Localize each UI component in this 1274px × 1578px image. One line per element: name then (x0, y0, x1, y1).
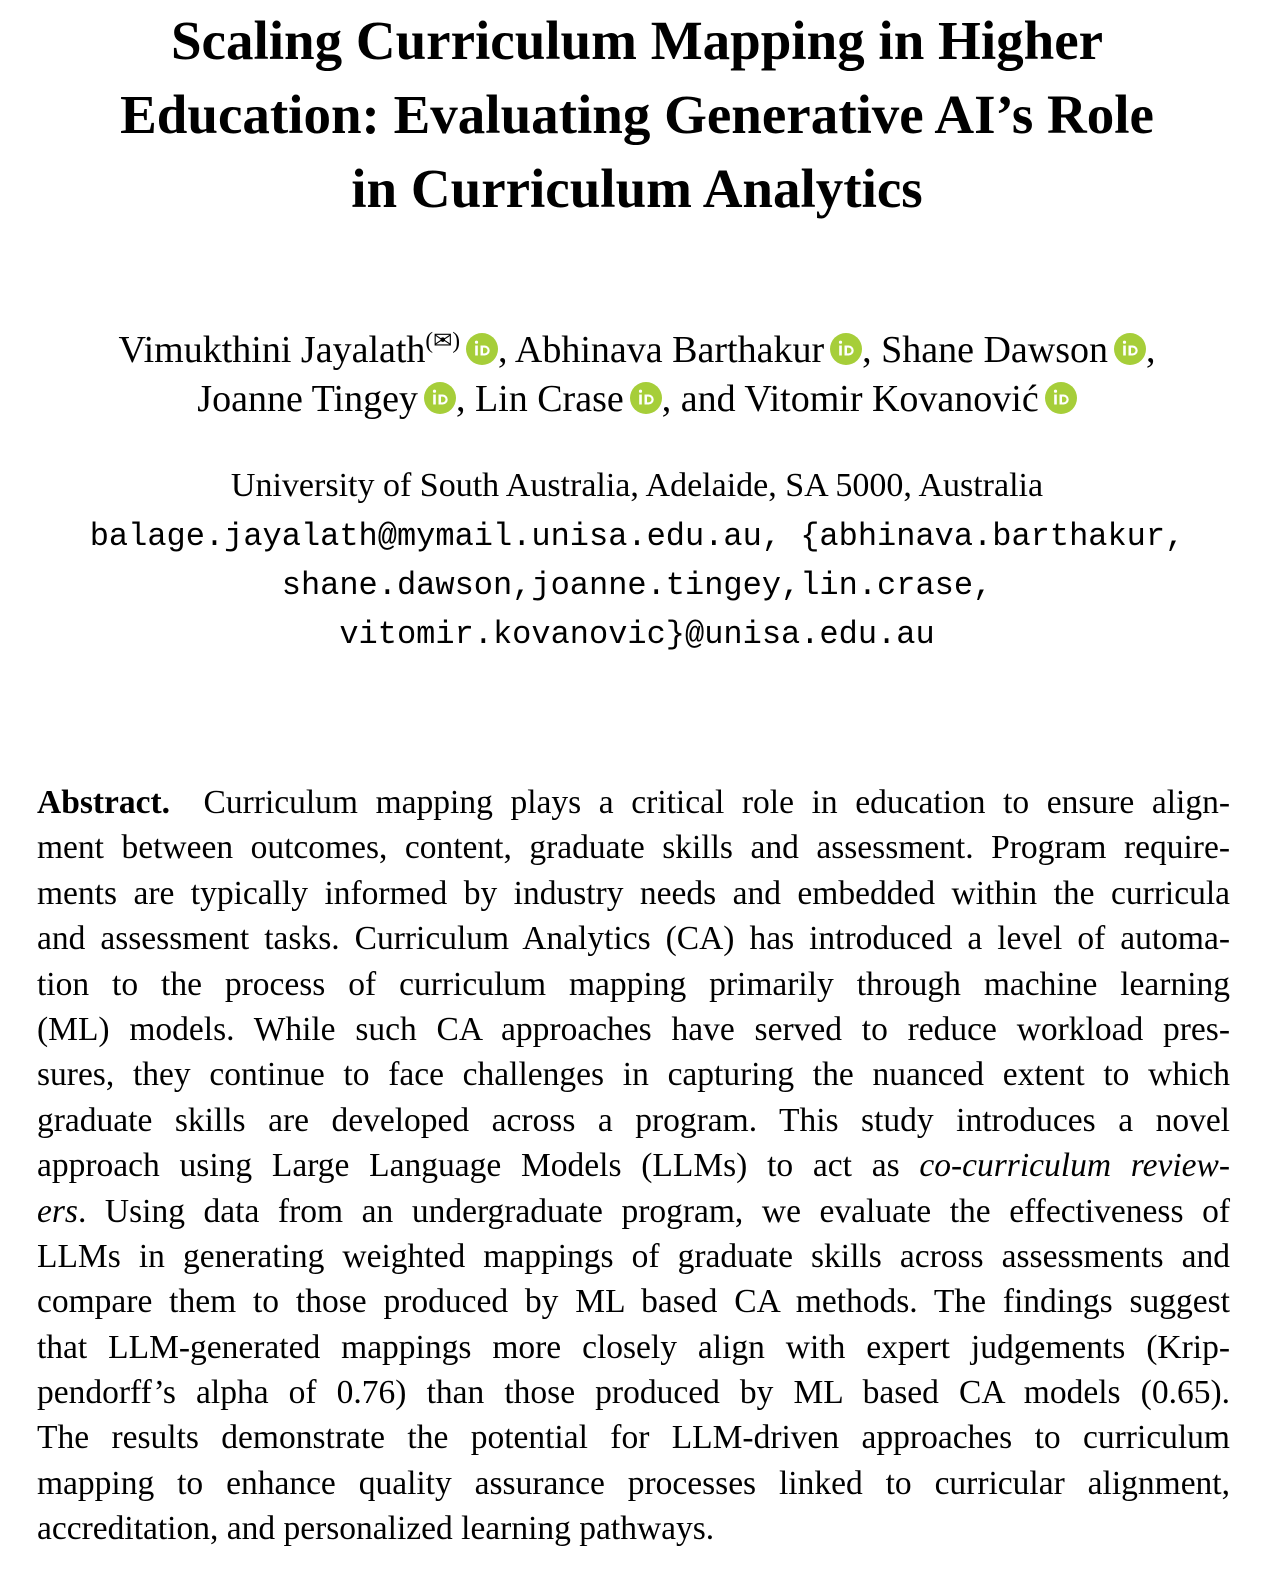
author-line-2 (0, 375, 1274, 424)
abstract-line: tion to the process of curriculum mapping primarily through machine learning (37, 965, 1230, 1003)
author-line-1 (0, 326, 1274, 375)
corresponding-author-mark: (✉) (425, 328, 461, 353)
author-name: Shane Dawson (881, 329, 1109, 371)
orcid-icon[interactable] (1045, 382, 1077, 414)
author-name: Abhinava Barthakur (514, 329, 825, 371)
author-name: Lin Crase (474, 378, 624, 420)
title-line-1: Scaling Curriculum Mapping in Higher (170, 10, 1104, 71)
abstract-line: mapping to enhance quality assurance processes linked to curricular alignment, (37, 1464, 1230, 1502)
paper-title (0, 4, 1274, 226)
orcid-icon[interactable] (466, 333, 498, 365)
abstract-line: ment between outcomes, content, graduate skills and assessment. Program require- (37, 829, 1230, 867)
abstract-line: sures, they continue to face challenges in capturing the nuanced extent to which (37, 1056, 1230, 1094)
abstract-line: (ML) models. While such CA approaches have served to reduce workload pres- (37, 1010, 1230, 1048)
author-name: Vitomir Kovanović (744, 378, 1039, 420)
author-separator: , (1146, 329, 1156, 371)
abstract-line: accreditation, and personalized learning pathways. (37, 1510, 715, 1548)
abstract-line: LLMs in generating weighted mappings of graduate skills across assessments and (37, 1237, 1230, 1275)
abstract-line: ments are typically informed by industry needs and embedded within the curricula (37, 874, 1230, 912)
abstract-line: compare them to those produced by ML based CA methods. The findings suggest (37, 1283, 1230, 1321)
abstract-line: ers. Using data from an undergraduate program, we evaluate the effectiveness of (37, 1192, 1230, 1230)
author-separator: , and (661, 378, 745, 420)
orcid-icon[interactable] (630, 382, 662, 414)
affiliation: University of South Australia, Adelaide, SA 5000, Australia (230, 467, 1044, 504)
abstract-line: graduate skills are developed across a program. This study introduces a novel (37, 1101, 1230, 1139)
email-list (0, 512, 1274, 659)
author-name: Vimukthini Jayalath (118, 329, 426, 371)
abstract-line: pendorff’s alpha of 0.76) than those produced by ML based CA models (0.65). (37, 1374, 1230, 1412)
author-name: Joanne Tingey (197, 378, 418, 420)
email-line-2[interactable]: shane.dawson,joanne.tingey,lin.crase, (281, 567, 993, 604)
author-separator: , (455, 378, 475, 420)
email-line-3[interactable]: vitomir.kovanovic}@unisa.edu.au (339, 616, 935, 653)
abstract-line: Abstract. Curriculum mapping plays a critical role in education to ensure align- (37, 784, 1230, 821)
abstract-line: that LLM-generated mappings more closely align with expert judgements (Krip- (37, 1328, 1230, 1366)
abstract (37, 780, 1230, 1552)
abstract-emphasis: co-curriculum review- (919, 1147, 1230, 1185)
author-list (0, 326, 1274, 424)
author-separator: , (498, 329, 515, 371)
abstract-label: Abstract. (37, 784, 171, 821)
abstract-line: and assessment tasks. Curriculum Analytics (CA) has introduced a level of automa- (37, 920, 1230, 958)
title-line-3: in Curriculum Analytics (351, 158, 923, 219)
abstract-line: approach using Large Language Models (LLMs) to act as co-curriculum review- (37, 1147, 1230, 1185)
title-line-2: Education: Evaluating Generative AI’s Role (120, 84, 1154, 145)
author-separator: , (862, 329, 882, 371)
email-line-1[interactable]: balage.jayalath@mymail.unisa.edu.au, {abhinava.barthakur, (89, 518, 1185, 555)
abstract-emphasis: ers (37, 1192, 78, 1230)
orcid-icon[interactable] (424, 382, 456, 414)
abstract-line: The results demonstrate the potential for LLM-driven approaches to curriculum (37, 1419, 1230, 1457)
orcid-icon[interactable] (1114, 333, 1146, 365)
orcid-icon[interactable] (830, 333, 862, 365)
